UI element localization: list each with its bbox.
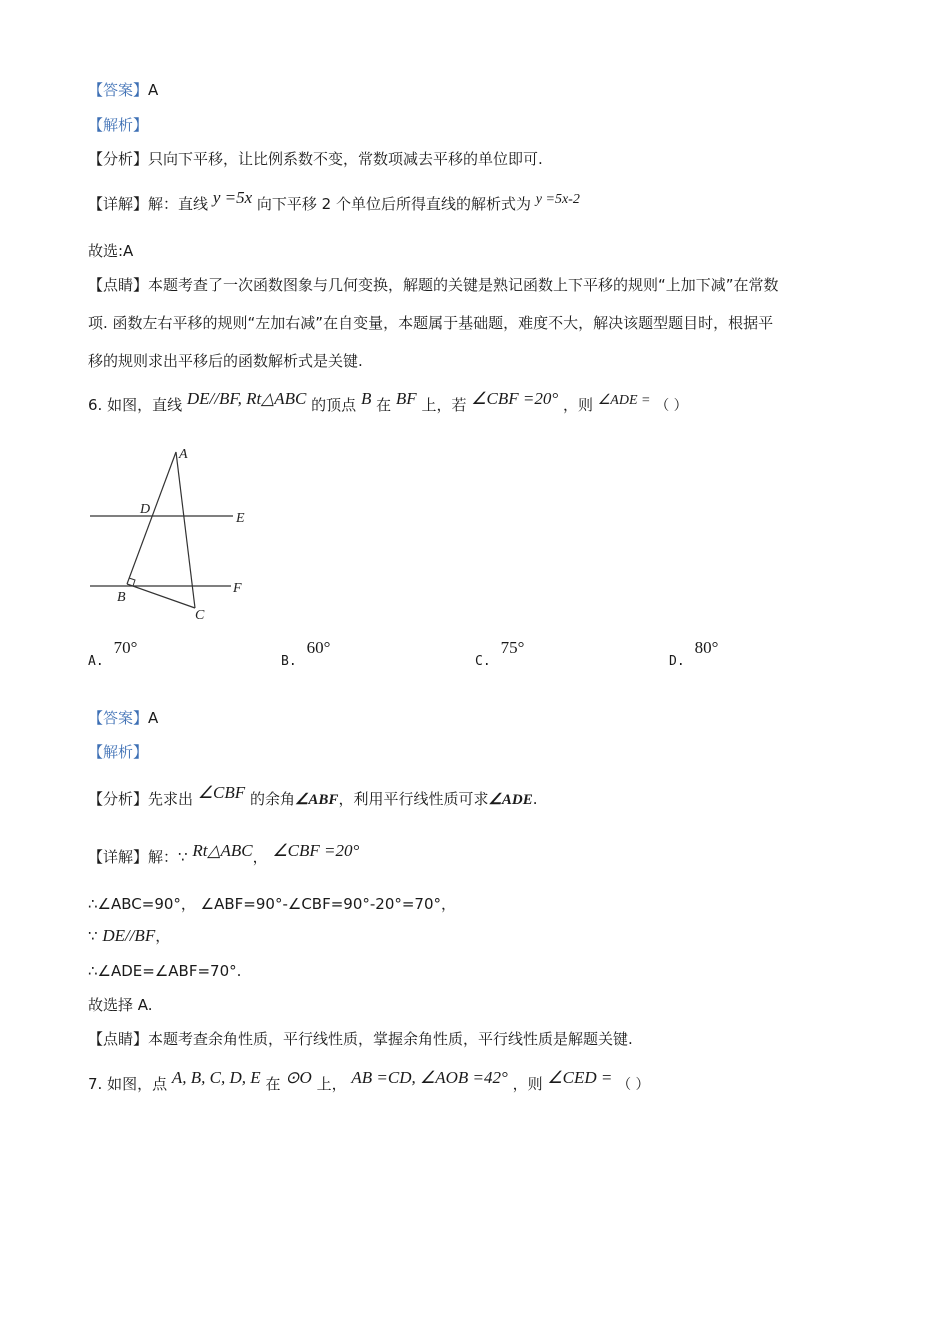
q6-math-2: B <box>360 389 372 408</box>
q7-math-4: ∠CED = <box>547 1068 613 1087</box>
q6-text-3: 在 <box>376 396 392 414</box>
q7-text-4: ，则 <box>512 1075 543 1093</box>
side-AB <box>127 452 176 584</box>
step2-math: DE//BF <box>102 926 156 945</box>
q7-text-2: 在 <box>265 1075 281 1093</box>
detail-eq2: y =5x-2 <box>535 192 580 207</box>
q6-text-4: 上，若 <box>421 396 467 414</box>
q6-dianjing-line <box>88 1028 633 1050</box>
fenxi-c: ，利用平行线性质可求 <box>338 790 489 808</box>
fenxi-tag: 【分析】 <box>88 790 149 808</box>
option-value: 75° <box>500 638 525 657</box>
q6-stem <box>88 389 688 418</box>
q7-math-1: A, B, C, D, E <box>171 1068 261 1087</box>
option-letter: D. <box>669 654 685 669</box>
q7-number: 7. <box>88 1075 103 1093</box>
q5-answer-line <box>88 79 158 101</box>
q5-dianjing-l1 <box>88 274 779 296</box>
q6-detail-line <box>88 841 360 868</box>
option-a[interactable] <box>88 638 138 670</box>
fenxi-b: 的余角 <box>249 790 295 808</box>
fenxi-math-2: ∠ABF <box>294 792 339 808</box>
dianjing-text-1: 本题考查了一次函数图象与几何变换，解题的关键是熟记函数上下平移的规则“上加下减”在常数 <box>148 276 779 294</box>
option-value: 80° <box>694 638 719 657</box>
q7-text-1: 如图，点 <box>107 1075 168 1093</box>
fenxi-math-1: ∠CBF <box>197 783 246 802</box>
q7-stem <box>88 1068 650 1096</box>
q5-fenxi-line <box>88 148 543 170</box>
detail-math-2: ∠CBF =20° <box>272 841 360 860</box>
fenxi-a: 先求出 <box>148 790 194 808</box>
q6-paren: （ ） <box>655 398 688 414</box>
q6-fenxi-line <box>88 783 538 811</box>
step2-comma: ， <box>155 927 171 945</box>
fenxi-math-3: ∠ADE <box>488 792 533 808</box>
q6-math-4: ∠CBF =20° <box>471 389 559 408</box>
answer-tag: 【答案】 <box>88 709 149 727</box>
q6-analysis-tag: 【解析】 <box>88 743 149 761</box>
detail-prefix: 解：直线 <box>148 195 209 213</box>
answer-value: A <box>148 709 159 727</box>
option-b[interactable] <box>281 638 331 670</box>
q6-math-3: BF <box>395 389 417 408</box>
option-d[interactable] <box>669 638 719 670</box>
option-c[interactable] <box>475 638 525 670</box>
q6-text-2: 的顶点 <box>311 396 357 414</box>
q6-answer-line <box>88 707 158 729</box>
option-letter: A. <box>88 654 104 669</box>
q6-choose: 故选择 A. <box>88 996 153 1014</box>
label-D: D <box>140 502 151 517</box>
q7-math-2: ⊙O <box>285 1068 312 1087</box>
q7-text-3: 上， <box>316 1075 347 1093</box>
side-BC <box>127 584 195 608</box>
side-AC <box>176 452 195 608</box>
q5-detail-line <box>88 188 580 217</box>
dianjing-tag: 【点睛】 <box>88 1030 149 1048</box>
q7-paren: （ ） <box>617 1077 650 1093</box>
q5-choose: 故选:A <box>88 242 134 260</box>
option-letter: C. <box>475 654 491 669</box>
fenxi-text: 只向下平移，让比例系数不变，常数项减去平移的单位即可. <box>148 150 543 168</box>
detail-a: 解：∵ <box>148 848 188 866</box>
detail-tag: 【详解】 <box>88 195 149 213</box>
label-F: F <box>233 581 242 596</box>
fenxi-d: . <box>532 790 538 808</box>
q6-step-2 <box>88 925 170 947</box>
q5-analysis-tag: 【解析】 <box>88 116 149 134</box>
label-E: E <box>236 511 245 526</box>
option-letter: B. <box>281 654 297 669</box>
q6-text-1: 如图，直线 <box>107 396 183 414</box>
q6-text-5: ，则 <box>562 396 593 414</box>
detail-math-1: Rt△ABC <box>192 841 253 860</box>
dianjing-text: 本题考查余角性质，平行线性质，掌握余角性质，平行线性质是解题关键. <box>148 1030 633 1048</box>
q6-number: 6. <box>88 396 103 414</box>
detail-mid: 向下平移 2 个单位后所得直线的解析式为 <box>256 195 531 213</box>
label-C: C <box>195 608 205 623</box>
step2-because: ∵ <box>88 927 98 945</box>
q6-math-5: ∠ADE = <box>597 393 651 408</box>
option-value: 60° <box>306 638 331 657</box>
label-A: A <box>179 447 188 462</box>
q6-step-1: ∴∠ABC=90°， ∠ABF=90°-∠CBF=90°-20°=70°， <box>88 895 457 913</box>
option-value: 70° <box>113 638 138 657</box>
detail-eq1: y =5x <box>212 188 253 207</box>
fenxi-tag: 【分析】 <box>88 150 149 168</box>
label-B: B <box>117 590 126 605</box>
answer-value: A <box>148 81 159 99</box>
q6-step-3: ∴∠ADE=∠ABF=70°. <box>88 962 242 980</box>
q5-dianjing-l2: 项. 函数左右平移的规则“左加右减”在自变量，本题属于基础题，难度不大，解决该题型题目时，根据平 <box>88 314 774 332</box>
q5-dianjing-l3: 移的规则求出平移后的函数解析式是关键. <box>88 352 363 370</box>
detail-b: ， <box>252 848 268 866</box>
q6-math-1: DE//BF, Rt△ABC <box>186 389 307 408</box>
detail-tag: 【详解】 <box>88 848 149 866</box>
q6-figure <box>85 442 260 627</box>
q7-math-3: AB =CD, ∠AOB =42° <box>351 1068 508 1087</box>
dianjing-tag: 【点睛】 <box>88 276 149 294</box>
answer-tag: 【答案】 <box>88 81 149 99</box>
